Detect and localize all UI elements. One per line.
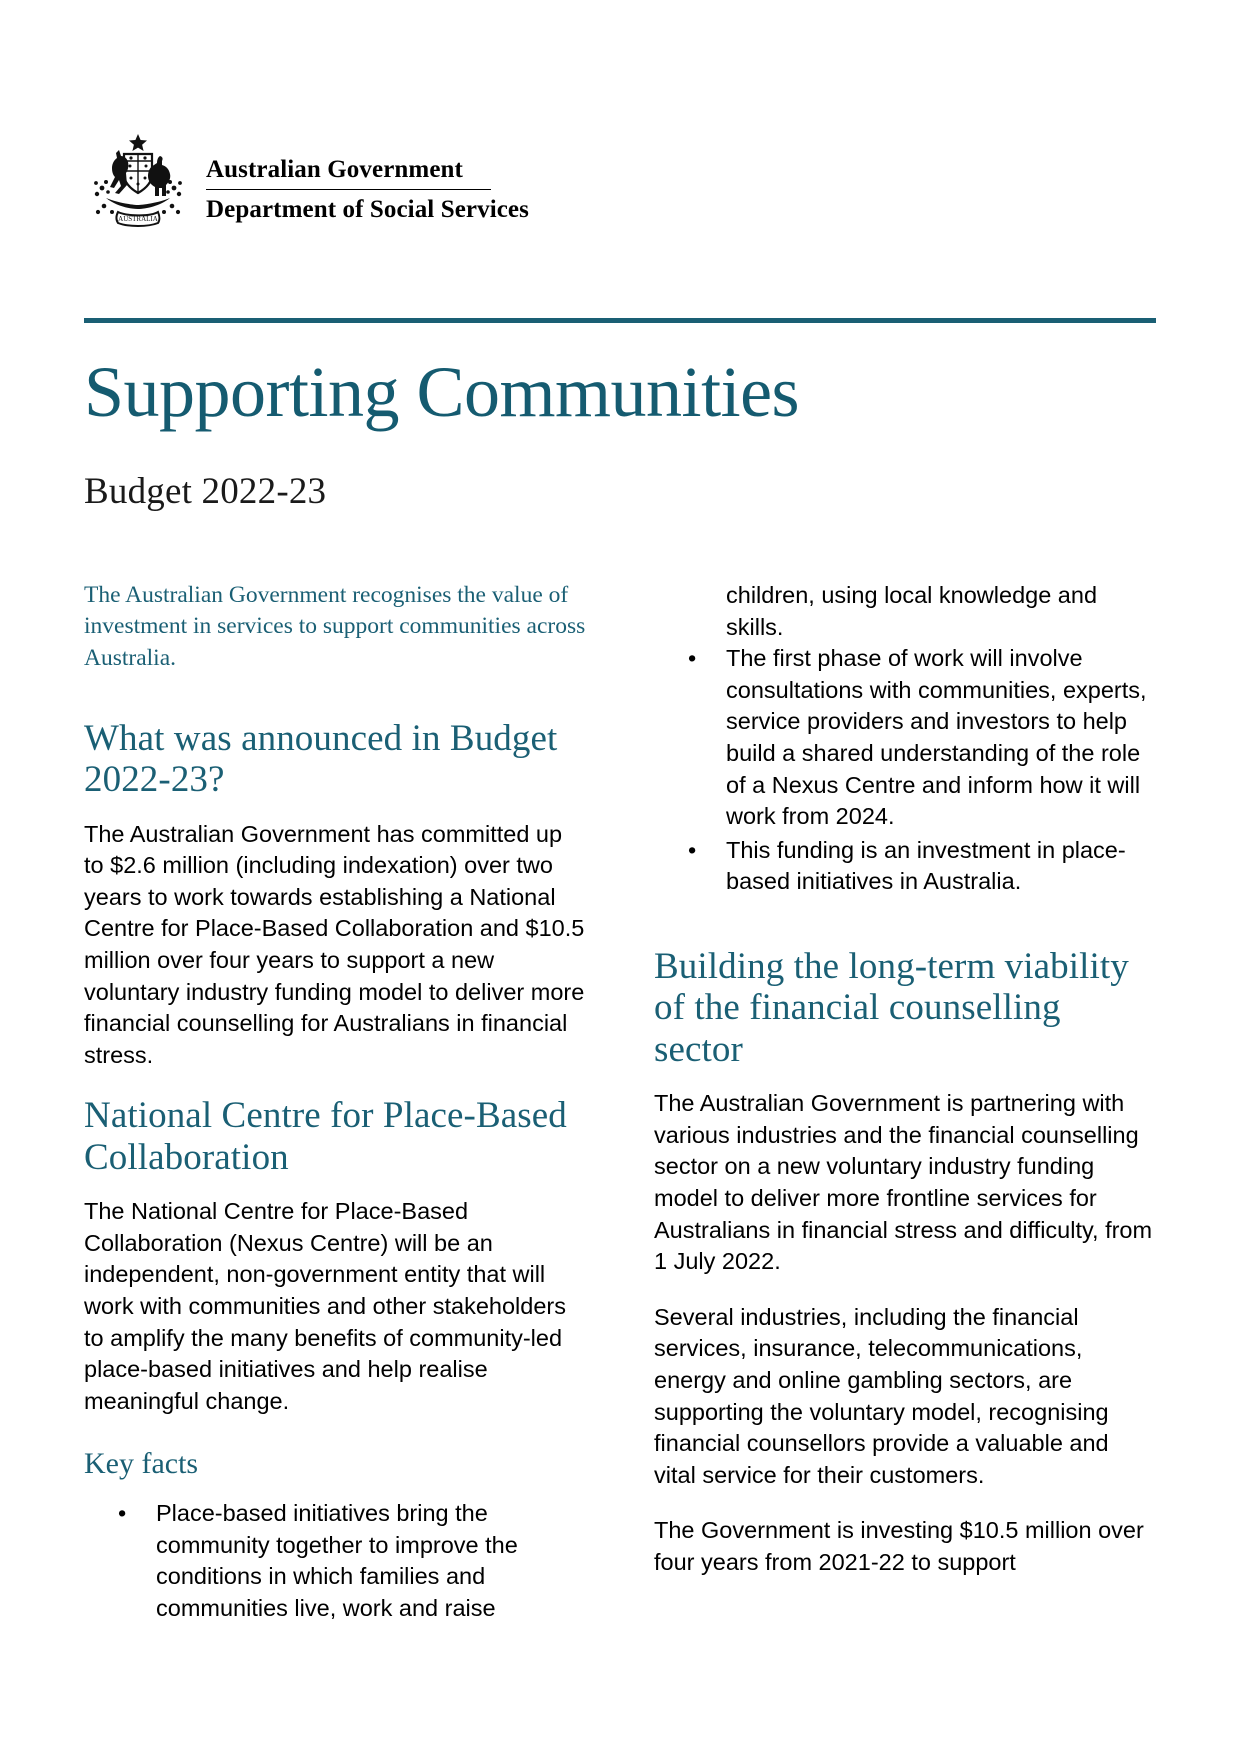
masthead — [84, 128, 529, 228]
page-subtitle: Budget 2022-23 — [84, 471, 327, 512]
bullet-continuation: children, using local knowledge and skills. — [726, 582, 1098, 640]
section-spacer — [654, 900, 1156, 946]
masthead-divider — [206, 189, 491, 190]
masthead-department-line: Department of Social Services — [206, 195, 529, 223]
svg-text:AUSTRALIA: AUSTRALIA — [118, 215, 158, 223]
left-column — [84, 580, 586, 1626]
list-item-label: This funding is an investment in place-based initiatives in Australia. — [726, 836, 1126, 895]
key-facts-list — [84, 1498, 586, 1624]
intro-paragraph: The Australian Government recognises the value of investment in services to support communities across Australia. — [84, 582, 586, 671]
heading-national-centre: National Centre for Place-Based Collaboration — [84, 1095, 567, 1178]
right-column — [654, 580, 1156, 1626]
bullet-icon: • — [118, 1499, 127, 1526]
masthead-government-line: Australian Government — [206, 156, 463, 183]
paragraph-national-centre: The National Centre for Place-Based Collaboration (Nexus Centre) will be an independent, non-government entity that will work with communities and other stakeholders to amplify the many benefits of community-led place-based initiatives and help realise meaningful change. — [84, 1198, 566, 1414]
list-item-label: Place-based initiatives bring the community together to improve the conditions in which families and communities live, work and raise — [156, 1499, 518, 1621]
heading-building-viability: Building the long-term viability of the financial counselling sector — [654, 945, 1129, 1070]
list-item — [654, 835, 1156, 898]
bullet-icon: • — [688, 836, 697, 863]
body-columns — [84, 580, 1156, 1626]
paragraph-announcement: The Australian Government has committed up to $2.6 million (including indexation) over two years to work towards establishing a National Centre for Place-Based Collaboration and $10.5 million over four years to support a new voluntary industry funding model to deliver more financial counselling for Australians in financial stress. — [84, 820, 585, 1068]
heading-key-facts: Key facts — [84, 1447, 199, 1481]
australian-coat-of-arms-icon — [84, 128, 192, 228]
paragraph-partnering: The Australian Government is partnering with various industries and the financial counselling sector on a new voluntary industry funding model to deliver more frontline services for Australians in financial stress and difficulty, from 1 July 2022. — [654, 1090, 1153, 1275]
bullet-icon: • — [688, 645, 697, 672]
list-item — [84, 1498, 586, 1624]
list-item — [654, 643, 1156, 833]
paragraph-investing: The Government is investing $10.5 million over four years from 2021-22 to support — [654, 1517, 1144, 1575]
heading-what-was-announced: What was announced in Budget 2022-23? — [84, 717, 558, 801]
key-facts-list-continued — [654, 643, 1156, 898]
paragraph-industries: Several industries, including the financial services, insurance, telecommunications, energy and online gambling sectors, are supporting the voluntary model, recognising financial counsellors provide a valuable and vital service for their customers. — [654, 1303, 1109, 1488]
header-rule — [84, 318, 1156, 323]
page-title: Supporting Communities — [84, 352, 800, 432]
list-item-label: The first phase of work will involve consultations with communities, experts, service providers and investors to help build a shared understanding of the role of a Nexus Centre and inform how it will work from 2024. — [726, 645, 1147, 830]
